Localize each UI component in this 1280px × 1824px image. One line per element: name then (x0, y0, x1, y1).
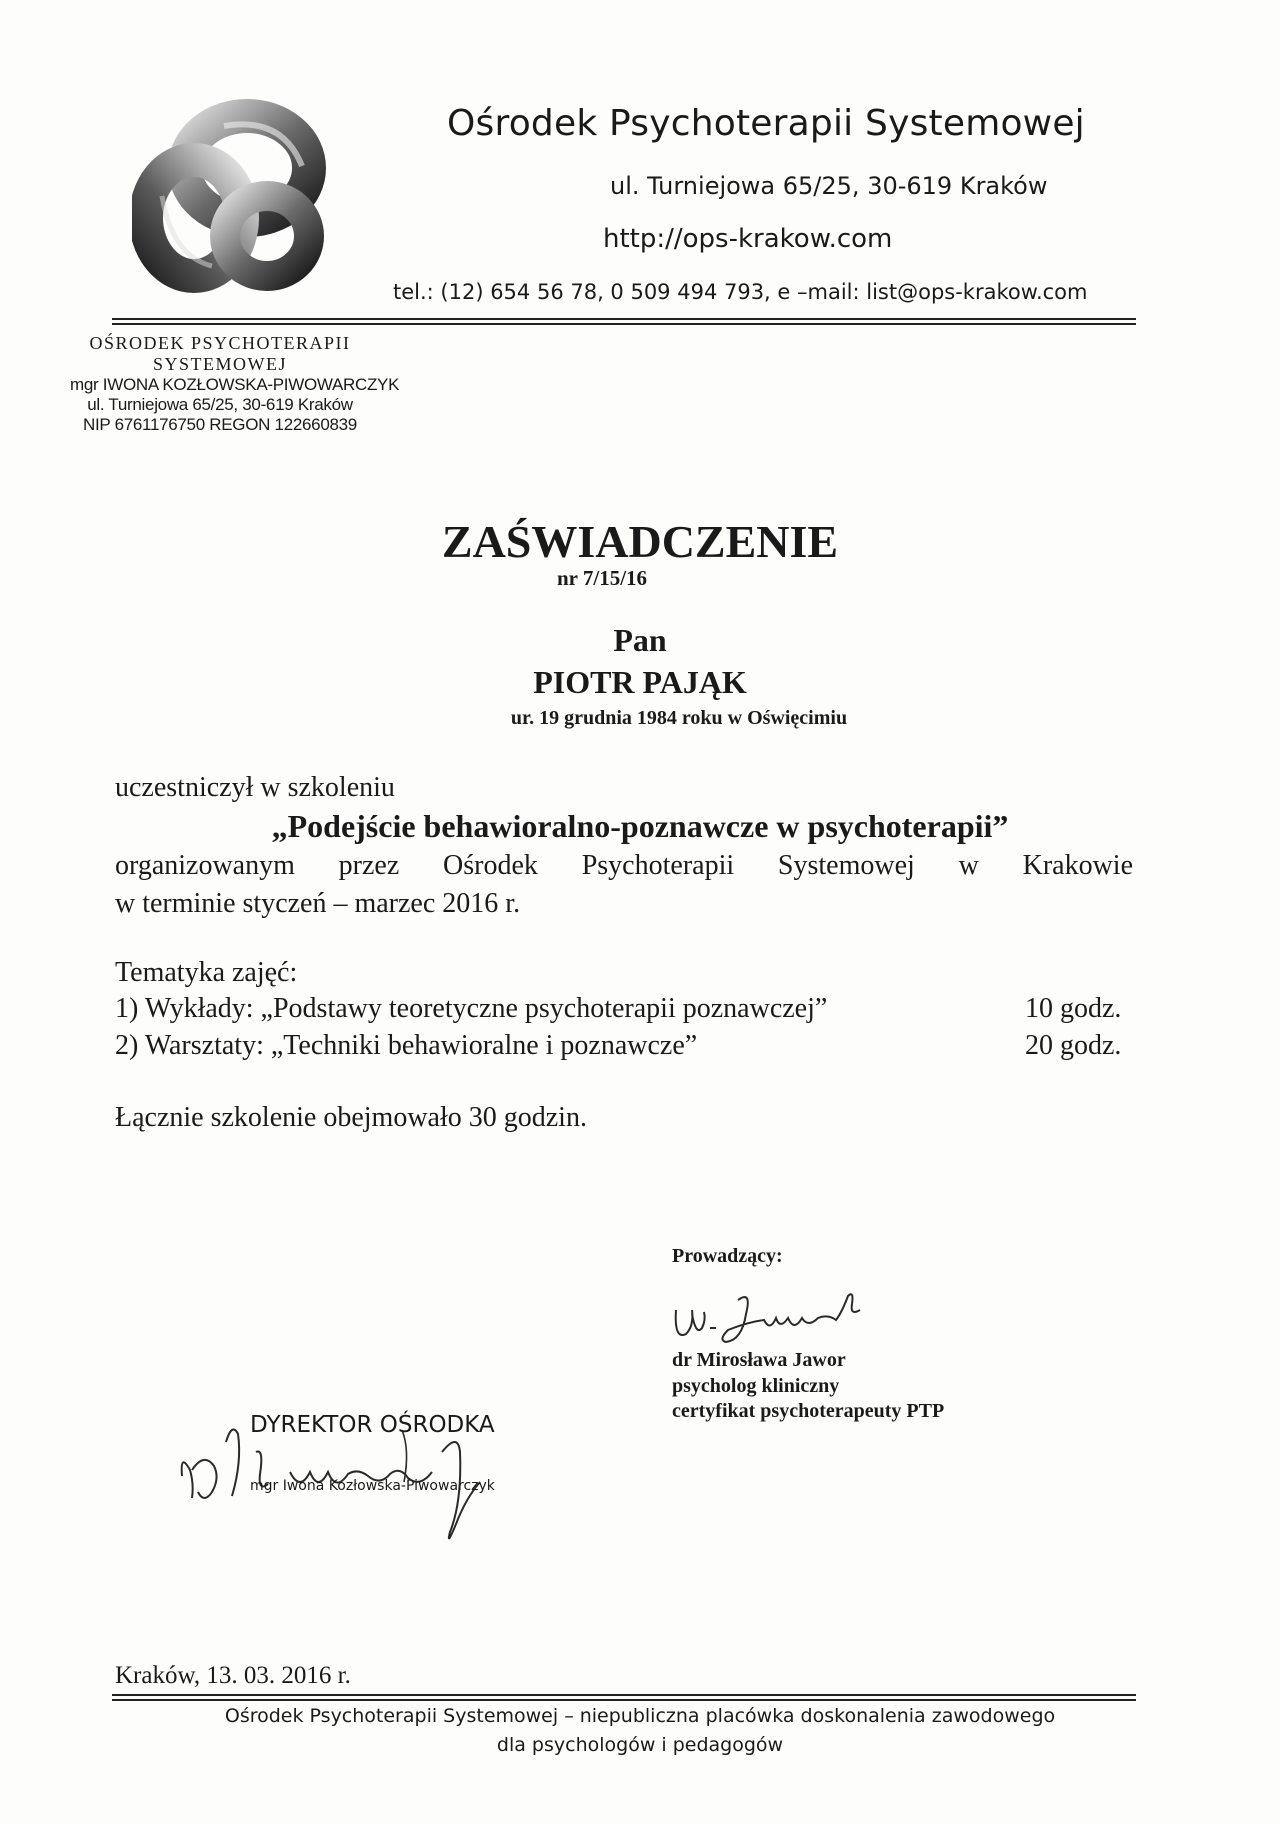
topic-hours: 10 godz. (1025, 993, 1122, 1024)
total-hours-text: Łącznie szkolenie obejmowało 30 godzin. (115, 1102, 587, 1133)
org-name: Ośrodek Psychoterapii Systemowej (447, 103, 1085, 144)
organizer-text: organizowanym przez Ośrodek Psychoterapii Systemowej w Krakowie (115, 850, 1133, 881)
birth-info: ur. 19 grudnia 1984 roku w Oświęcimiu (510, 707, 848, 729)
instructor-name: dr Mirosława Jawor (672, 1349, 846, 1371)
participation-text: uczestniczył w szkoleniu (115, 772, 395, 803)
footer-divider (112, 1699, 1136, 1701)
footer-line: Ośrodek Psychoterapii Systemowej – niepubliczna placówka doskonalenia zawodowego (224, 1705, 1056, 1727)
stamp-line: OŚRODEK PSYCHOTERAPII (89, 333, 351, 353)
footer-line: dla psychologów i pedagogów (496, 1733, 784, 1756)
stamp-line: mgr IWONA KOZŁOWSKA-PIWOWARCZYK (70, 375, 400, 394)
org-contact: tel.: (12) 654 56 78, 0 509 494 793, e –mail: list@ops-krakow.com (393, 280, 1088, 304)
recipient-name: PIOTR PAJĄK (533, 664, 747, 700)
org-address: ul. Turniejowa 65/25, 30-619 Kraków (610, 172, 1048, 200)
topic-text: 1) Wykłady: „Podstawy teoretyczne psychoterapii poznawczej” (115, 993, 828, 1024)
salutation: Pan (613, 622, 667, 658)
director-title: DYREKTOR OŚRODKA (250, 1412, 495, 1438)
topic-row (115, 993, 1131, 1029)
course-name: „Podejście behawioralno-poznawcze w psychoterapii” (271, 808, 1009, 844)
place-date: Kraków, 13. 03. 2016 r. (115, 1662, 351, 1689)
footer-note (0, 1702, 1280, 1759)
instructor-title: psycholog kliniczny (672, 1374, 840, 1397)
stamp-line: SYSTEMOWEJ (152, 354, 287, 374)
instructor-signature (668, 1270, 898, 1360)
header-divider (112, 318, 1136, 320)
knot-logo-icon (132, 96, 332, 296)
stamp-line: ul. Turniejowa 65/25, 30-619 Kraków (87, 395, 353, 414)
term-text: w terminie styczeń – marzec 2016 r. (115, 888, 521, 919)
footer-divider (112, 1694, 1136, 1696)
topic-row (115, 1030, 1131, 1066)
topic-text: 2) Warsztaty: „Techniki behawioralne i poznawcze” (115, 1030, 698, 1061)
instructor-certification: certyfikat psychoterapeuty PTP (672, 1400, 945, 1423)
instructor-label: Prowadzący: (672, 1245, 783, 1267)
director-name: mgr Iwona Kozłowska-Piwowarczyk (250, 1478, 495, 1494)
org-url: http://ops-krakow.com (603, 224, 893, 254)
document-title: ZAŚWIADCZENIE (441, 516, 839, 567)
stamp-line: NIP 6761176750 REGON 122660839 (83, 415, 357, 434)
org-stamp (70, 333, 400, 435)
document-number: nr 7/15/16 (557, 566, 648, 590)
header-divider (112, 323, 1136, 325)
instructor-info (672, 1348, 944, 1425)
topic-hours: 20 godz. (1025, 1030, 1122, 1061)
topics-heading: Tematyka zajęć: (115, 957, 298, 988)
